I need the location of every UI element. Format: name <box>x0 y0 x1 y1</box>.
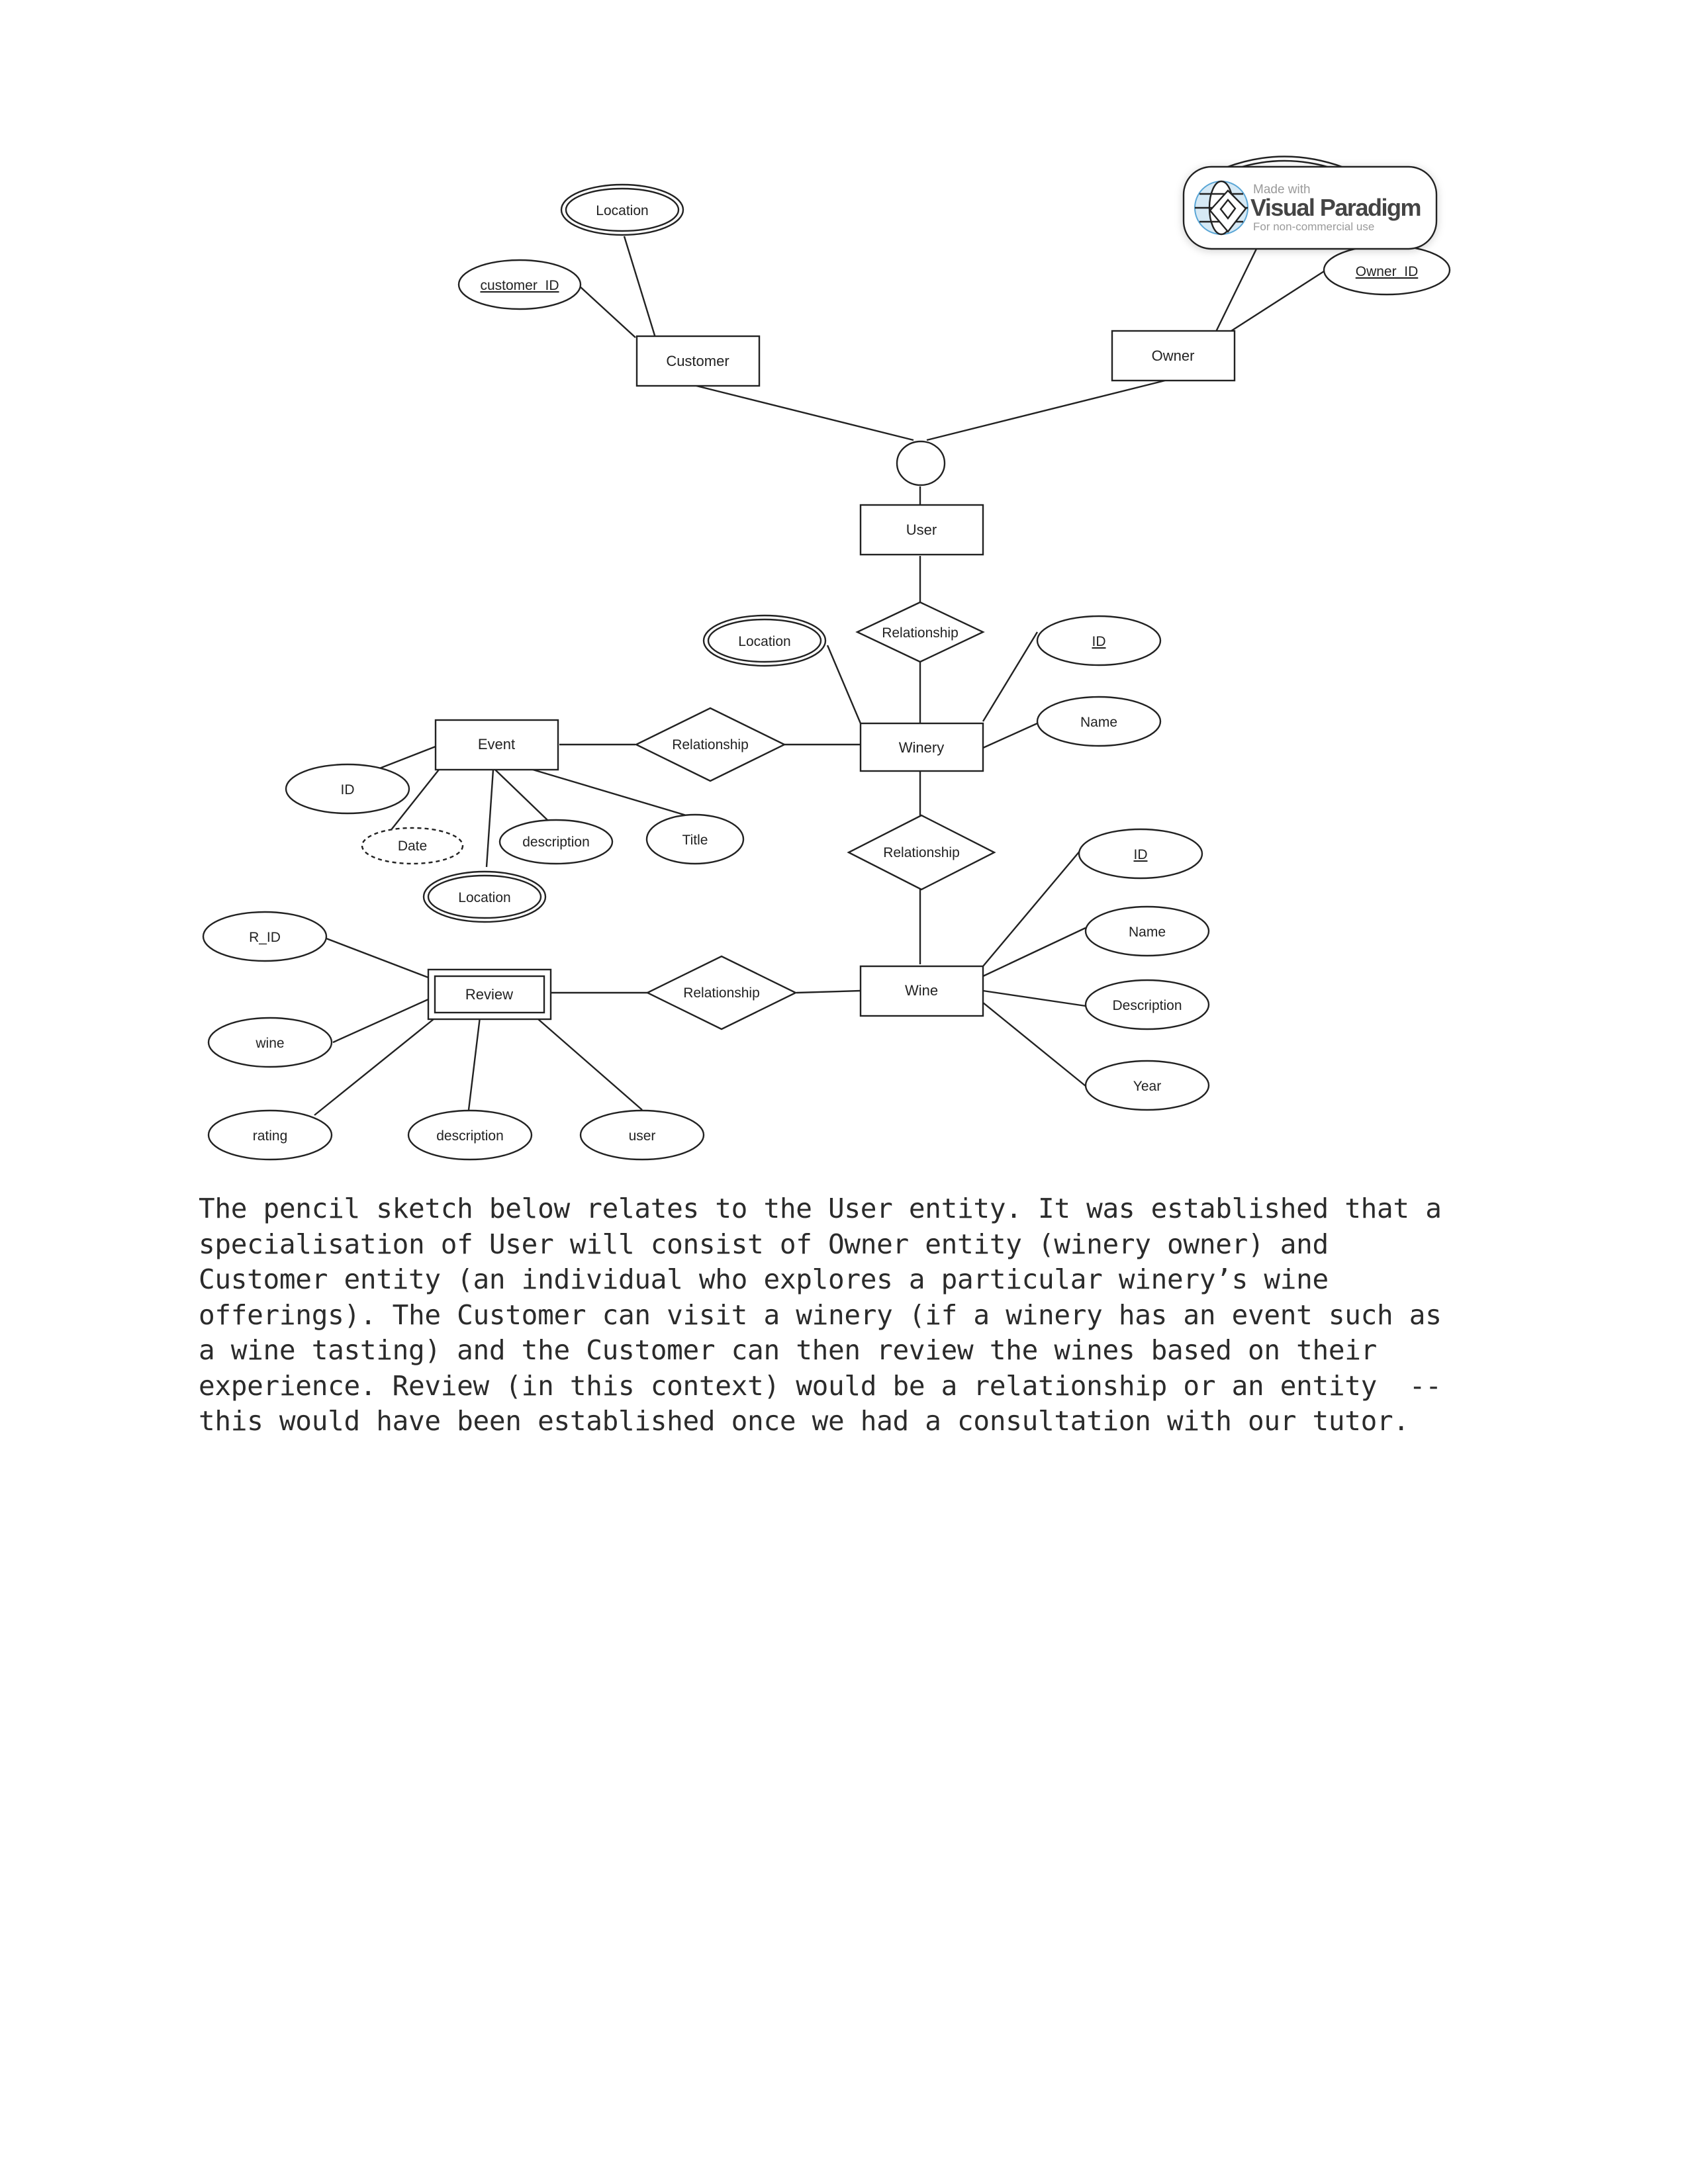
entity-wine <box>861 966 983 1016</box>
entity-user <box>861 505 983 555</box>
entity-event-label: Event <box>477 736 516 752</box>
watermark-made-with: Made with <box>1253 183 1311 197</box>
visual-paradigm-watermark <box>1184 167 1436 249</box>
entity-owner-label: Owner <box>1151 347 1195 364</box>
entity-winery <box>861 723 983 771</box>
attr-review-wine-label: wine <box>256 1036 285 1051</box>
attr-event-title <box>647 815 743 864</box>
relationship-winery-wine <box>849 815 994 889</box>
attr-wine-year-label: Year <box>1133 1079 1162 1094</box>
attr-event-description-label: description <box>522 835 590 850</box>
watermark-license: For non-commercial use <box>1253 220 1375 233</box>
entity-review-label: Review <box>465 986 514 1003</box>
caption-line: specialisation of User will consist of Owner entity (winery owner) and <box>199 1228 1329 1260</box>
caption-line: a wine tasting) and the Customer can then review the wines based on their <box>199 1334 1378 1366</box>
entity-review <box>428 970 551 1019</box>
attr-wine-name <box>1086 907 1209 956</box>
entity-winery-label: Winery <box>898 739 945 756</box>
attr-wine-name-label: Name <box>1128 925 1166 940</box>
attr-wine-description-label: Description <box>1112 998 1182 1013</box>
watermark-brand: Visual Paradigm <box>1250 194 1421 221</box>
attr-event-location <box>424 872 545 922</box>
entity-event <box>436 720 558 770</box>
attr-review-rid <box>203 912 326 961</box>
entity-owner <box>1112 331 1235 381</box>
caption-line: offerings). The Customer can visit a winery (if a winery has an event such as <box>199 1298 1442 1331</box>
attr-event-id <box>286 764 409 813</box>
caption-line: experience. Review (in this context) would be a relationship or an entity -- <box>199 1369 1442 1402</box>
entity-customer <box>637 336 759 386</box>
attr-event-id-label: ID <box>340 782 355 797</box>
attr-review-rating-label: rating <box>252 1128 288 1144</box>
attr-customer-id <box>459 260 581 309</box>
attr-owner-id <box>1324 246 1450 295</box>
attr-review-description <box>408 1111 532 1160</box>
attr-review-rating <box>209 1111 332 1160</box>
relationship-event-winery <box>636 708 784 781</box>
attr-customer-id-label: customer_ID <box>480 278 559 293</box>
attr-event-date-label: Date <box>397 839 428 854</box>
attr-winery-id <box>1037 616 1160 665</box>
relationship-event-winery-label: Relationship <box>672 737 749 752</box>
attr-event-title-label: Title <box>682 833 708 848</box>
attr-event-description <box>500 820 612 864</box>
specialization-circle <box>897 441 945 485</box>
caption-line: Customer entity (an individual who explores a particular winery’s wine <box>199 1263 1329 1295</box>
caption-paragraph <box>199 1191 1496 1439</box>
attr-event-location-label: Location <box>458 890 511 905</box>
caption-line: this would have been established once we had a consultation with our tutor. <box>199 1405 1409 1437</box>
attr-owner-id-label: Owner_ID <box>1355 264 1419 279</box>
attr-wine-year <box>1086 1061 1209 1110</box>
entity-user-label: User <box>906 522 937 538</box>
entity-wine-label: Wine <box>904 982 939 999</box>
attr-review-wine <box>209 1018 332 1067</box>
relationship-review-wine <box>647 956 796 1029</box>
attr-wine-description <box>1086 980 1209 1029</box>
attr-review-user-label: user <box>628 1128 656 1144</box>
attr-winery-location <box>704 615 825 666</box>
caption-line: The pencil sketch below relates to the User entity. It was established that a <box>199 1193 1442 1224</box>
attr-wine-id-label: ID <box>1133 847 1148 862</box>
attr-review-description-label: description <box>436 1128 504 1144</box>
attr-customer-location <box>561 185 683 235</box>
attr-wine-id <box>1079 829 1202 878</box>
attr-review-rid-label: R_ID <box>249 930 281 945</box>
entity-customer-label: Customer <box>666 353 729 369</box>
attr-customer-location-label: Location <box>596 203 649 218</box>
attr-review-user <box>581 1111 704 1160</box>
attr-event-date <box>362 828 463 864</box>
attr-winery-name-label: Name <box>1080 715 1118 730</box>
relationship-user-winery-label: Relationship <box>882 625 959 641</box>
attr-winery-id-label: ID <box>1092 634 1106 649</box>
relationship-user-winery <box>857 602 983 662</box>
relationship-review-wine-label: Relationship <box>683 985 760 1001</box>
attr-winery-name <box>1037 697 1160 746</box>
attr-winery-location-label: Location <box>738 634 791 649</box>
visual-paradigm-logo-icon <box>1195 181 1248 234</box>
relationship-winery-wine-label: Relationship <box>883 845 960 860</box>
